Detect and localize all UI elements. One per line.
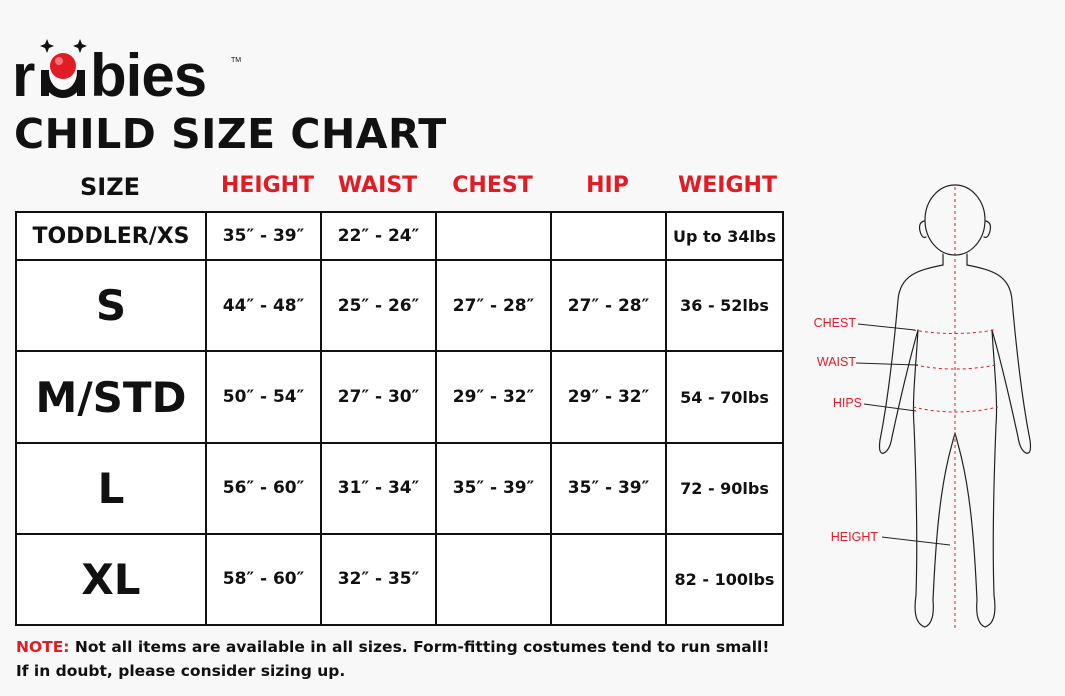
header-size: SIZE bbox=[79, 173, 140, 201]
size-cell: M/STD bbox=[16, 351, 206, 442]
hip-cell: 27″ - 28″ bbox=[551, 260, 666, 351]
header-waist: WAIST bbox=[337, 173, 418, 198]
chest-cell bbox=[436, 212, 551, 260]
height-cell: 50″ - 54″ bbox=[206, 351, 321, 442]
svg-text:bies: bies bbox=[90, 42, 207, 104]
waist-cell: 25″ - 26″ bbox=[321, 260, 436, 351]
height-cell: 35″ - 39″ bbox=[206, 212, 321, 260]
diagram-label-height: HEIGHT bbox=[830, 530, 878, 544]
height-cell: 58″ - 60″ bbox=[206, 534, 321, 625]
table-row bbox=[16, 443, 783, 534]
height-cell: 56″ - 60″ bbox=[206, 443, 321, 534]
size-cell: TODDLER/XS bbox=[16, 212, 206, 260]
weight-cell: 72 - 90lbs bbox=[666, 443, 783, 534]
diagram-label-chest: CHEST bbox=[813, 316, 856, 330]
waist-cell: 31″ - 34″ bbox=[321, 443, 436, 534]
table-row bbox=[16, 212, 783, 260]
chest-cell bbox=[436, 534, 551, 625]
note-label: NOTE: bbox=[16, 638, 70, 656]
table-row bbox=[16, 534, 783, 625]
diagram-label-hips: HIPS bbox=[832, 396, 862, 410]
diagram-label-waist: WAIST bbox=[816, 355, 856, 369]
hip-cell bbox=[551, 534, 666, 625]
hip-cell: 29″ - 32″ bbox=[551, 351, 666, 442]
chest-cell: 27″ - 28″ bbox=[436, 260, 551, 351]
label-leaders bbox=[856, 324, 950, 545]
chart-title: CHILD SIZE CHART bbox=[14, 110, 447, 158]
chest-cell: 35″ - 39″ bbox=[436, 443, 551, 534]
weight-cell: 82 - 100lbs bbox=[666, 534, 783, 625]
size-table bbox=[15, 211, 784, 626]
svg-text:r: r bbox=[12, 42, 35, 104]
rubies-logo bbox=[12, 24, 252, 104]
body-measurement-diagram bbox=[800, 175, 1060, 645]
table-row bbox=[16, 351, 783, 442]
size-cell: L bbox=[16, 443, 206, 534]
table-row bbox=[16, 260, 783, 351]
weight-cell: 36 - 52lbs bbox=[666, 260, 783, 351]
header-chest: CHEST bbox=[452, 173, 533, 198]
note-text: Not all items are available in all sizes. Form-fitting costumes tend to run small! bbox=[74, 638, 770, 656]
weight-cell: 54 - 70lbs bbox=[666, 351, 783, 442]
chest-cell: 29″ - 32″ bbox=[436, 351, 551, 442]
footnote-line-2: If in doubt, please consider sizing up. bbox=[16, 662, 346, 680]
weight-cell: Up to 34lbs bbox=[666, 212, 783, 260]
hip-cell: 35″ - 39″ bbox=[551, 443, 666, 534]
hip-cell bbox=[551, 212, 666, 260]
svg-text:TM: TM bbox=[231, 57, 242, 64]
size-cell: XL bbox=[16, 534, 206, 625]
header-hip: HIP bbox=[586, 173, 629, 198]
waist-cell: 22″ - 24″ bbox=[321, 212, 436, 260]
waist-cell: 27″ - 30″ bbox=[321, 351, 436, 442]
waist-cell: 32″ - 35″ bbox=[321, 534, 436, 625]
measurement-guides bbox=[913, 187, 998, 630]
footnote bbox=[16, 635, 769, 683]
header-height: HEIGHT bbox=[220, 173, 315, 198]
header-weight: WEIGHT bbox=[678, 173, 777, 198]
size-cell: S bbox=[16, 260, 206, 351]
height-cell: 44″ - 48″ bbox=[206, 260, 321, 351]
footnote-line-1 bbox=[16, 635, 769, 659]
